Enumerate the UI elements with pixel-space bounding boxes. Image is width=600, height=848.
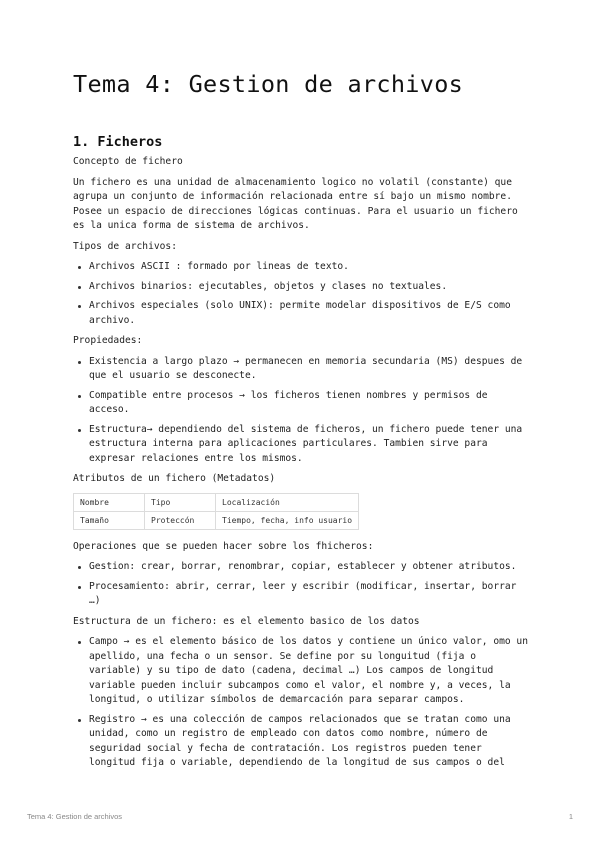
types-heading: Tipos de archivos: (73, 240, 177, 252)
table-cell: Tamaño (74, 511, 145, 529)
table-row (74, 493, 359, 511)
page-number: 1 (568, 812, 573, 821)
table-cell: Proteccón (145, 511, 216, 529)
attributes-table (73, 493, 359, 530)
structure-heading: Estructura de un fichero: es el elemento basico de los datos (73, 615, 420, 627)
list-item: Archivos ASCII : formado por lineas de texto. (89, 260, 531, 275)
footer-title: Tema 4: Gestion de archivos (27, 812, 123, 821)
document-content (73, 134, 531, 777)
list-item: Gestion: crear, borrar, renombrar, copiar, establecer y obtener atributos. (89, 560, 531, 575)
list-item: Archivos especiales (solo UNIX): permite modelar dispositivos de E/S como archivo. (89, 299, 531, 328)
properties-heading: Propiedades: (73, 335, 143, 346)
table-cell: Tipo (145, 493, 216, 511)
list-item: Compatible entre procesos → los ficheros tienen nombres y permisos de acceso. (89, 389, 531, 418)
list-item: Existencia a largo plazo → permanecen en memoria secundaria (MS) despues de que el usuario se desconecte. (89, 355, 531, 384)
types-list (73, 260, 531, 328)
attributes-heading: Atributos de un fichero (Metadatos) (73, 473, 276, 484)
concept-paragraph: Un fichero es una unidad de almacenamiento logico no volatil (constante) que agrupa un conjunto de información relacionada entre sí bajo un mismo nombre. Posee un espacio de direcciones lógicas continuas. Para el usuario un fichero es la unica forma de sistema de archivos. (73, 176, 518, 231)
properties-list (73, 355, 531, 467)
table-cell: Tiempo, fecha, info usuario (216, 511, 359, 529)
structure-list (73, 635, 531, 771)
table-row (74, 511, 359, 529)
operations-heading: Operaciones que se pueden hacer sobre los fhicheros: (73, 540, 374, 552)
list-item: Procesamiento: abrir, cerrar, leer y escribir (modificar, insertar, borrar …) (89, 580, 531, 609)
section-heading: 1. Ficheros (73, 134, 163, 150)
list-item: Registro → es una colección de campos relacionados que se tratan como una unidad, como un registro de empleado con datos como nombre, número de seguridad social y fecha de contratación. Los registros pueden tener longitud fija o variable, dependiendo de la longitud de sus campos o del (89, 713, 531, 771)
operations-list (73, 560, 531, 609)
page-footer (27, 812, 573, 821)
list-item: Archivos binarios: ejecutables, objetos y clases no textuales. (89, 280, 531, 295)
page-title: Tema 4: Gestion de archivos (73, 70, 464, 98)
list-item: Campo → es el elemento básico de los datos y contiene un único valor, omo un apellido, una fecha o un sensor. Se define por su longuitud (fija o variable) y su tipo de dato (cadena, decimal …) Los campos de longitud variable pueden incluir subcampos como el valor, el nombre y, a veces, la longitud, o utilizar símbolos de demarcación para separar campos. (89, 635, 531, 708)
concept-heading: Concepto de fichero (73, 156, 183, 167)
list-item: Estructura→ dependiendo del sistema de ficheros, un fichero puede tener una estructura interna para aplicaciones particulares. Tambien sirve para expresar relaciones entre los mismos. (89, 423, 531, 467)
table-cell: Nombre (74, 493, 145, 511)
table-cell: Localización (216, 493, 359, 511)
